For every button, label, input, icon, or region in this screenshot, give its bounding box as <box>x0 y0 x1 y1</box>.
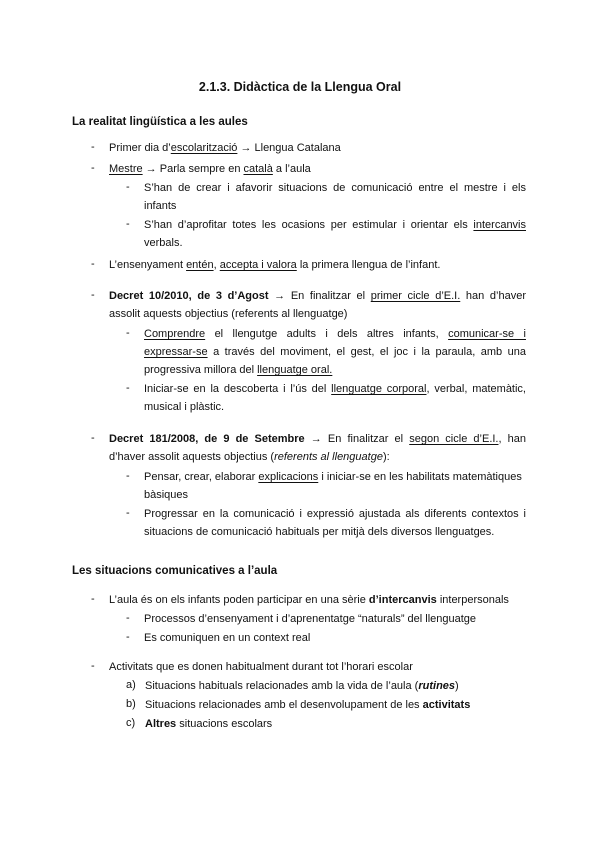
bullet-dash: - <box>126 470 130 482</box>
list-item: Processos d’ensenyament i d’aprenentatge “naturals” del llenguatge <box>144 613 477 625</box>
list-item: L’ensenyament entén, accepta i valora la primera llengua de l’infant. <box>109 259 441 271</box>
page-title: 2.1.3. Didàctica de la Llengua Oral <box>198 80 402 94</box>
bullet-dash: - <box>91 141 95 153</box>
list-item: Progressar en la comunicació i expressió ajustada als diferents contextos i <box>144 508 526 520</box>
bullet-dash: - <box>126 507 130 519</box>
section-heading-realitat: La realitat lingüística a les aules <box>72 116 248 128</box>
list-marker: b) <box>126 698 136 710</box>
list-item-continuation: assolit aquests objectius (referents al llenguatge) <box>109 308 348 320</box>
bullet-dash: - <box>126 631 130 643</box>
list-item: Pensar, crear, elaborar explicacions i iniciar-se en les habilitats matemàtiques <box>144 471 522 483</box>
list-item: Mestre → Parla sempre en català a l’aula <box>109 163 311 175</box>
list-item: Decret 10/2010, de 3 d’Agost → En finalitzar el primer cicle d’E.I. han d’haver <box>109 290 526 302</box>
list-item: S’han de crear i afavorir situacions de comunicació entre el mestre i els <box>144 182 526 194</box>
list-item: S’han d’aprofitar totes les ocasions per estimular i orientar els intercanvis <box>144 219 526 231</box>
list-item-continuation: infants <box>144 200 177 212</box>
bullet-dash: - <box>91 432 95 444</box>
list-item-continuation: musical i plàstic. <box>144 401 225 413</box>
list-item: Altres situacions escolars <box>145 718 273 730</box>
bullet-dash: - <box>91 289 95 301</box>
list-item: Situacions habituals relacionades amb la vida de l’aula (rutines) <box>145 680 459 692</box>
list-item: Iniciar-se en la descoberta i l’ús del llenguatge corporal, verbal, matemàtic, <box>144 383 526 395</box>
bullet-dash: - <box>126 382 130 394</box>
list-item-continuation: d’haver assolit aquests objectius (referents al llenguatge): <box>109 451 390 463</box>
list-item: Es comuniquen en un context real <box>144 632 311 644</box>
bullet-dash: - <box>126 218 130 230</box>
list-item-continuation: verbals. <box>144 237 183 249</box>
list-item: Comprendre el llengutge adults i dels altres infants, comunicar-se i <box>144 328 526 340</box>
list-item: Activitats que es donen habitualment durant tot l’horari escolar <box>109 661 413 673</box>
list-item: Primer dia d’escolarització → Llengua Catalana <box>109 142 341 154</box>
list-item-continuation: progressiva millora del llenguatge oral. <box>144 364 333 376</box>
bullet-dash: - <box>91 660 95 672</box>
list-item-continuation: expressar-se a través del moviment, el gest, el joc i la paraula, amb una <box>144 346 526 358</box>
bullet-dash: - <box>126 612 130 624</box>
list-marker: c) <box>126 717 136 729</box>
list-item: L’aula és on els infants poden participar en una sèrie d’intercanvis interpersonals <box>109 594 509 606</box>
list-item: Situacions relacionades amb el desenvolupament de les activitats <box>145 699 471 711</box>
section-heading-situacions: Les situacions comunicatives a l’aula <box>72 565 278 577</box>
list-item-continuation: bàsiques <box>144 489 189 501</box>
bullet-dash: - <box>126 327 130 339</box>
bullet-dash: - <box>91 593 95 605</box>
list-item: Decret 181/2008, de 9 de Setembre → En finalitzar el segon cicle d’E.I., han <box>109 433 527 445</box>
list-marker: a) <box>126 679 136 691</box>
bullet-dash: - <box>91 258 95 270</box>
bullet-dash: - <box>91 162 95 174</box>
bullet-dash: - <box>126 181 130 193</box>
list-item-continuation: situacions de comunicació habituals per mitjà dels diversos llenguatges. <box>144 526 495 538</box>
